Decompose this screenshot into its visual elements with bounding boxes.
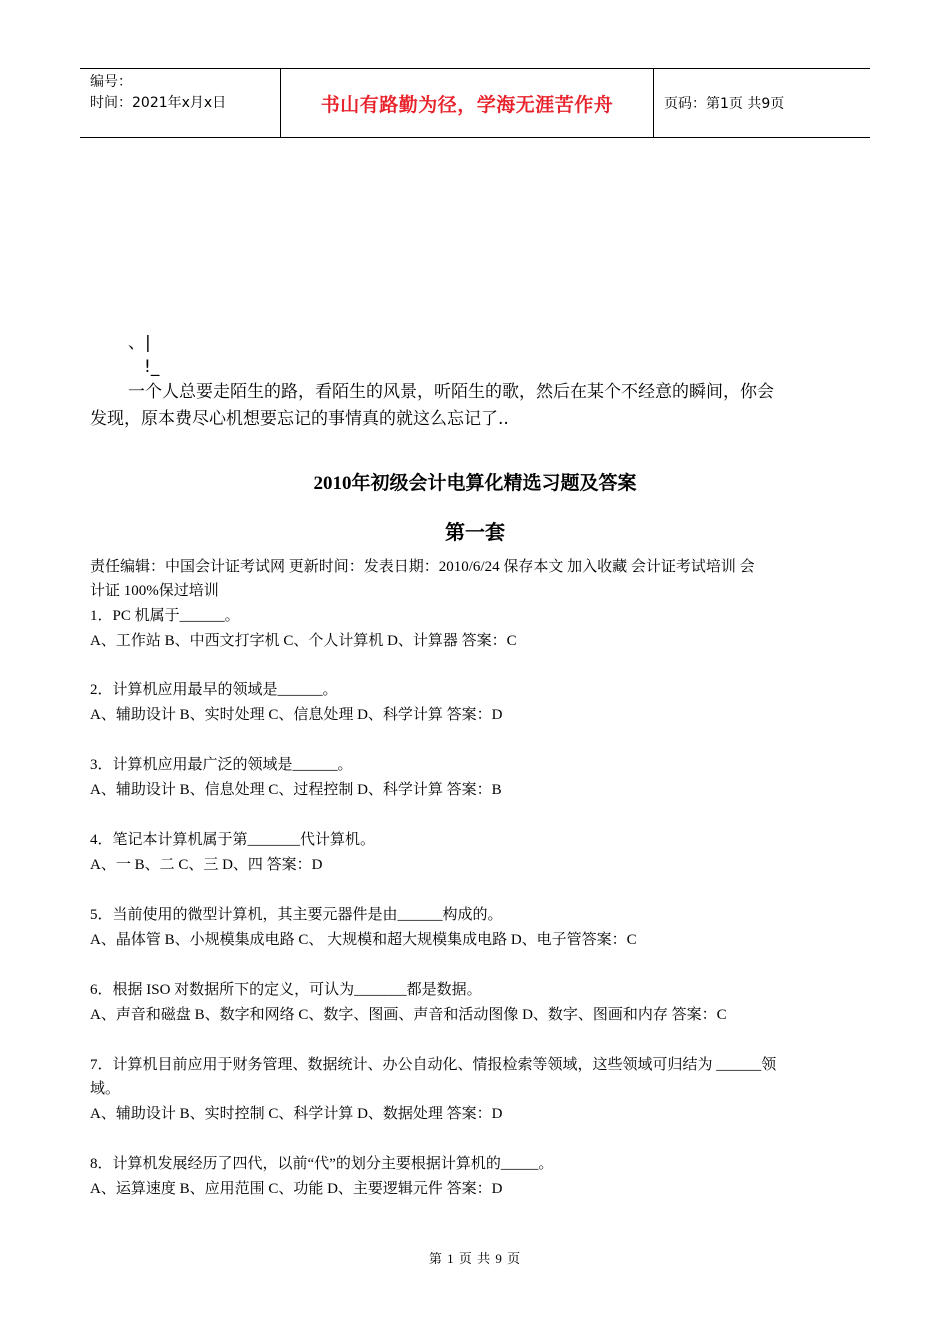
page-footer: 第 1 页 共 9 页 bbox=[428, 1251, 522, 1266]
question-7: 7．计算机目前应用于财务管理、数据统计、办公自动化、情报检索等领域，这些领域可归结为 ______领 bbox=[90, 1057, 777, 1073]
intro-mark-2: !_ bbox=[144, 357, 160, 377]
answer-8: A、运算速度 B、应用范围 C、功能 D、主要逻辑元件 答案：D bbox=[90, 1181, 503, 1197]
question-2: 2．计算机应用最早的领域是______。 bbox=[90, 682, 338, 698]
answer-4: A、一 B、二 C、三 D、四 答案：D bbox=[90, 857, 323, 873]
header-left-cell bbox=[80, 69, 281, 137]
answer-5: A、晶体管 B、小规模集成电路 C、 大规模和超大规模集成电路 D、电子管答案：C bbox=[90, 932, 637, 948]
intro-mark-1: 、| bbox=[128, 333, 151, 353]
number-label: 编号： bbox=[90, 74, 132, 90]
intro-line-1: 一个人总要走陌生的路，看陌生的风景，听陌生的歌，然后在某个不经意的瞬间，你会 bbox=[128, 382, 774, 402]
answer-7: A、辅助设计 B、实时控制 C、科学计算 D、数据处理 答案：D bbox=[90, 1106, 503, 1122]
question-8: 8．计算机发展经历了四代，以前“代”的划分主要根据计算机的_____。 bbox=[90, 1156, 554, 1172]
header-page-info: 页码：第1页 共9页 bbox=[664, 96, 785, 112]
answer-2: A、辅助设计 B、实时处理 C、信息处理 D、科学计算 答案：D bbox=[90, 707, 503, 723]
meta-line-2: 计证 100%保过培训 bbox=[90, 583, 219, 599]
question-1: 1．PC 机属于______。 bbox=[90, 608, 240, 624]
header-motto: 书山有路勤为径，学海无涯苦作舟 bbox=[281, 69, 654, 137]
time-label: 时间：2021年x月x日 bbox=[90, 95, 227, 111]
question-6: 6．根据 ISO 对数据所下的定义，可认为_______都是数据。 bbox=[90, 982, 482, 998]
page-header bbox=[80, 68, 870, 138]
question-3: 3．计算机应用最广泛的领域是______。 bbox=[90, 757, 353, 773]
meta-line-1: 责任编辑：中国会计证考试网 更新时间：发表日期：2010/6/24 保存本文 加入收藏 会计证考试培训 会 bbox=[90, 559, 755, 575]
document-title: 2010年初级会计电算化精选习题及答案 bbox=[313, 473, 637, 494]
answer-1: A、工作站 B、中西文打字机 C、个人计算机 D、计算器 答案：C bbox=[90, 633, 517, 649]
question-7-cont: 域。 bbox=[90, 1081, 121, 1097]
intro-line-2: 发现，原本费尽心机想要忘记的事情真的就这么忘记了.. bbox=[90, 409, 509, 429]
question-4: 4．笔记本计算机属于第_______代计算机。 bbox=[90, 832, 376, 848]
question-5: 5．当前使用的微型计算机，其主要元器件是由______构成的。 bbox=[90, 907, 503, 923]
answer-6: A、声音和磁盘 B、数字和网络 C、数字、图画、声音和活动图像 D、数字、图画和内存 答案：C bbox=[90, 1007, 727, 1023]
answer-3: A、辅助设计 B、信息处理 C、过程控制 D、科学计算 答案：B bbox=[90, 782, 502, 798]
document-subtitle: 第一套 bbox=[445, 522, 505, 544]
